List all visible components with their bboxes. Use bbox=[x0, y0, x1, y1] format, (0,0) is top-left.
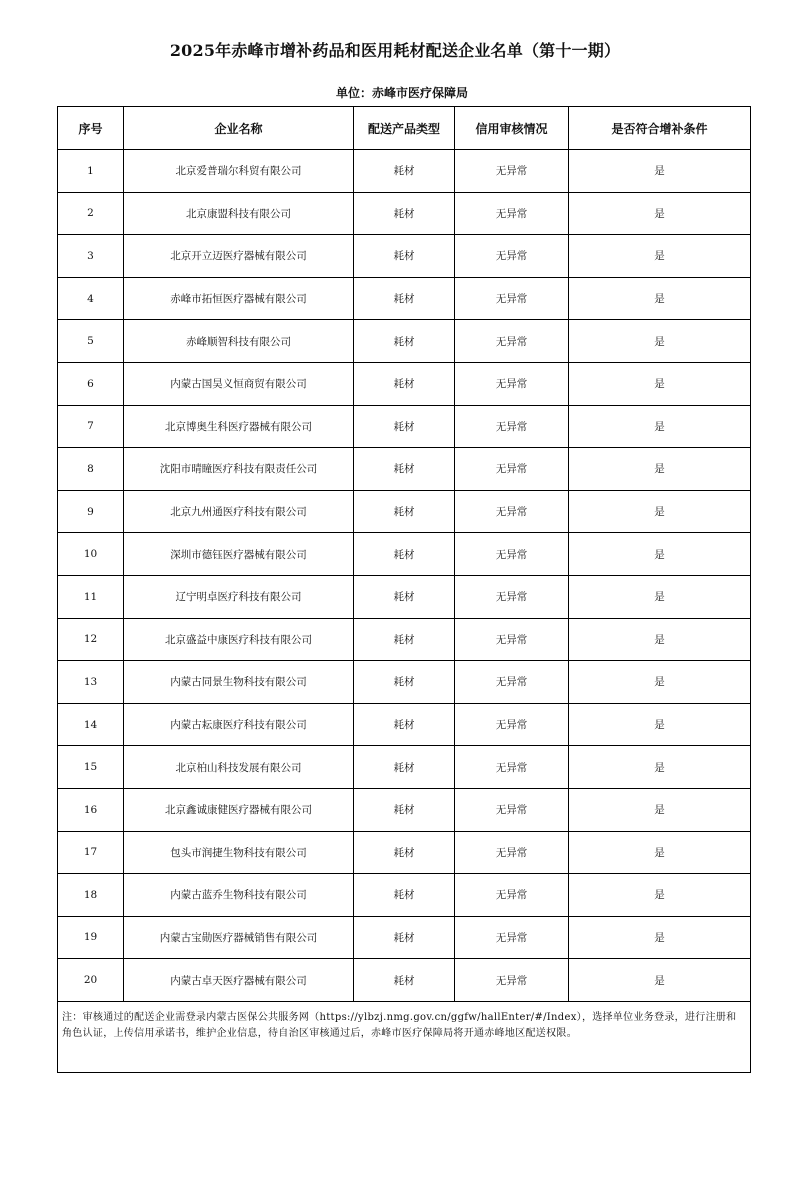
table-row bbox=[58, 916, 751, 959]
company-name: 赤峰顺智科技有限公司 bbox=[124, 320, 354, 363]
row-index: 2 bbox=[58, 192, 124, 235]
eligible-status: 是 bbox=[569, 661, 751, 704]
row-index: 19 bbox=[58, 916, 124, 959]
table-row bbox=[58, 703, 751, 746]
col-header-index: 序号 bbox=[58, 107, 124, 150]
enterprise-table bbox=[57, 106, 751, 1073]
eligible-status: 是 bbox=[569, 874, 751, 917]
table-header-row bbox=[58, 107, 751, 150]
product-type: 耗材 bbox=[354, 575, 455, 618]
eligible-status: 是 bbox=[569, 831, 751, 874]
eligible-status: 是 bbox=[569, 575, 751, 618]
table-row bbox=[58, 959, 751, 1002]
credit-status: 无异常 bbox=[455, 746, 569, 789]
table-row bbox=[58, 235, 751, 278]
company-name: 北京博奥生科医疗器械有限公司 bbox=[124, 405, 354, 448]
col-header-credit-review: 信用审核情况 bbox=[455, 107, 569, 150]
company-name: 北京开立迈医疗器械有限公司 bbox=[124, 235, 354, 278]
issuing-unit: 单位：赤峰市医疗保障局 bbox=[336, 86, 469, 100]
eligible-status: 是 bbox=[569, 150, 751, 193]
eligible-status: 是 bbox=[569, 192, 751, 235]
eligible-status: 是 bbox=[569, 362, 751, 405]
table-row bbox=[58, 533, 751, 576]
table-row bbox=[58, 746, 751, 789]
product-type: 耗材 bbox=[354, 916, 455, 959]
product-type: 耗材 bbox=[354, 448, 455, 491]
table-note: 注：审核通过的配送企业需登录内蒙古医保公共服务网（https://ylbzj.nmg.gov.cn/ggfw/hallEnter/#/Index），选择单位业务登录，进行注册和角色认证，上传信用承诺书，维护企业信息，待自治区审核通过后，赤峰市医疗保障局将开通赤峰地区配送权限。 bbox=[58, 1001, 751, 1072]
credit-status: 无异常 bbox=[455, 490, 569, 533]
product-type: 耗材 bbox=[354, 746, 455, 789]
table-row bbox=[58, 320, 751, 363]
col-header-company: 企业名称 bbox=[124, 107, 354, 150]
eligible-status: 是 bbox=[569, 277, 751, 320]
col-header-product-type: 配送产品类型 bbox=[354, 107, 455, 150]
table-row bbox=[58, 874, 751, 917]
product-type: 耗材 bbox=[354, 874, 455, 917]
credit-status: 无异常 bbox=[455, 703, 569, 746]
company-name: 内蒙古国昊义恒商贸有限公司 bbox=[124, 362, 354, 405]
row-index: 14 bbox=[58, 703, 124, 746]
table-row bbox=[58, 277, 751, 320]
eligible-status: 是 bbox=[569, 788, 751, 831]
col-header-eligible: 是否符合增补条件 bbox=[569, 107, 751, 150]
product-type: 耗材 bbox=[354, 490, 455, 533]
row-index: 6 bbox=[58, 362, 124, 405]
eligible-status: 是 bbox=[569, 533, 751, 576]
row-index: 5 bbox=[58, 320, 124, 363]
eligible-status: 是 bbox=[569, 618, 751, 661]
company-name: 辽宁明卓医疗科技有限公司 bbox=[124, 575, 354, 618]
product-type: 耗材 bbox=[354, 788, 455, 831]
eligible-status: 是 bbox=[569, 448, 751, 491]
table-row bbox=[58, 405, 751, 448]
company-name: 内蒙古耘康医疗科技有限公司 bbox=[124, 703, 354, 746]
row-index: 13 bbox=[58, 661, 124, 704]
product-type: 耗材 bbox=[354, 320, 455, 363]
credit-status: 无异常 bbox=[455, 874, 569, 917]
row-index: 9 bbox=[58, 490, 124, 533]
eligible-status: 是 bbox=[569, 490, 751, 533]
product-type: 耗材 bbox=[354, 277, 455, 320]
table-row bbox=[58, 490, 751, 533]
company-name: 内蒙古同景生物科技有限公司 bbox=[124, 661, 354, 704]
product-type: 耗材 bbox=[354, 831, 455, 874]
row-index: 1 bbox=[58, 150, 124, 193]
credit-status: 无异常 bbox=[455, 192, 569, 235]
company-name: 内蒙古宝勋医疗器械销售有限公司 bbox=[124, 916, 354, 959]
credit-status: 无异常 bbox=[455, 150, 569, 193]
row-index: 11 bbox=[58, 575, 124, 618]
credit-status: 无异常 bbox=[455, 661, 569, 704]
company-name: 北京柏山科技发展有限公司 bbox=[124, 746, 354, 789]
row-index: 4 bbox=[58, 277, 124, 320]
table-row bbox=[58, 831, 751, 874]
credit-status: 无异常 bbox=[455, 235, 569, 278]
credit-status: 无异常 bbox=[455, 405, 569, 448]
credit-status: 无异常 bbox=[455, 831, 569, 874]
product-type: 耗材 bbox=[354, 405, 455, 448]
product-type: 耗材 bbox=[354, 661, 455, 704]
table-row bbox=[58, 575, 751, 618]
table-row bbox=[58, 448, 751, 491]
company-name: 北京九州通医疗科技有限公司 bbox=[124, 490, 354, 533]
eligible-status: 是 bbox=[569, 320, 751, 363]
company-name: 内蒙古卓天医疗器械有限公司 bbox=[124, 959, 354, 1002]
row-index: 20 bbox=[58, 959, 124, 1002]
company-name: 北京鑫诚康健医疗器械有限公司 bbox=[124, 788, 354, 831]
credit-status: 无异常 bbox=[455, 277, 569, 320]
credit-status: 无异常 bbox=[455, 362, 569, 405]
product-type: 耗材 bbox=[354, 703, 455, 746]
product-type: 耗材 bbox=[354, 192, 455, 235]
credit-status: 无异常 bbox=[455, 320, 569, 363]
product-type: 耗材 bbox=[354, 235, 455, 278]
row-index: 10 bbox=[58, 533, 124, 576]
eligible-status: 是 bbox=[569, 235, 751, 278]
row-index: 18 bbox=[58, 874, 124, 917]
company-name: 沈阳市晴瞳医疗科技有限责任公司 bbox=[124, 448, 354, 491]
credit-status: 无异常 bbox=[455, 575, 569, 618]
credit-status: 无异常 bbox=[455, 533, 569, 576]
credit-status: 无异常 bbox=[455, 959, 569, 1002]
table-row bbox=[58, 661, 751, 704]
company-name: 内蒙古蓝乔生物科技有限公司 bbox=[124, 874, 354, 917]
row-index: 17 bbox=[58, 831, 124, 874]
table-body bbox=[58, 150, 751, 1002]
product-type: 耗材 bbox=[354, 150, 455, 193]
document-title: 2025年赤峰市增补药品和医用耗材配送企业名单（第十一期） bbox=[169, 41, 621, 60]
company-name: 包头市润捷生物科技有限公司 bbox=[124, 831, 354, 874]
row-index: 8 bbox=[58, 448, 124, 491]
product-type: 耗材 bbox=[354, 533, 455, 576]
table-row bbox=[58, 192, 751, 235]
company-name: 北京盛益中康医疗科技有限公司 bbox=[124, 618, 354, 661]
eligible-status: 是 bbox=[569, 959, 751, 1002]
product-type: 耗材 bbox=[354, 959, 455, 1002]
table-row bbox=[58, 150, 751, 193]
row-index: 15 bbox=[58, 746, 124, 789]
company-name: 北京康盟科技有限公司 bbox=[124, 192, 354, 235]
credit-status: 无异常 bbox=[455, 916, 569, 959]
credit-status: 无异常 bbox=[455, 448, 569, 491]
credit-status: 无异常 bbox=[455, 618, 569, 661]
company-name: 北京爱普瑞尔科贸有限公司 bbox=[124, 150, 354, 193]
table-row bbox=[58, 362, 751, 405]
row-index: 7 bbox=[58, 405, 124, 448]
credit-status: 无异常 bbox=[455, 788, 569, 831]
company-name: 赤峰市拓恒医疗器械有限公司 bbox=[124, 277, 354, 320]
row-index: 16 bbox=[58, 788, 124, 831]
eligible-status: 是 bbox=[569, 746, 751, 789]
row-index: 12 bbox=[58, 618, 124, 661]
note-row bbox=[58, 1001, 751, 1072]
product-type: 耗材 bbox=[354, 362, 455, 405]
company-name: 深圳市德钰医疗器械有限公司 bbox=[124, 533, 354, 576]
product-type: 耗材 bbox=[354, 618, 455, 661]
eligible-status: 是 bbox=[569, 703, 751, 746]
eligible-status: 是 bbox=[569, 405, 751, 448]
table-row bbox=[58, 618, 751, 661]
table-row bbox=[58, 788, 751, 831]
row-index: 3 bbox=[58, 235, 124, 278]
eligible-status: 是 bbox=[569, 916, 751, 959]
